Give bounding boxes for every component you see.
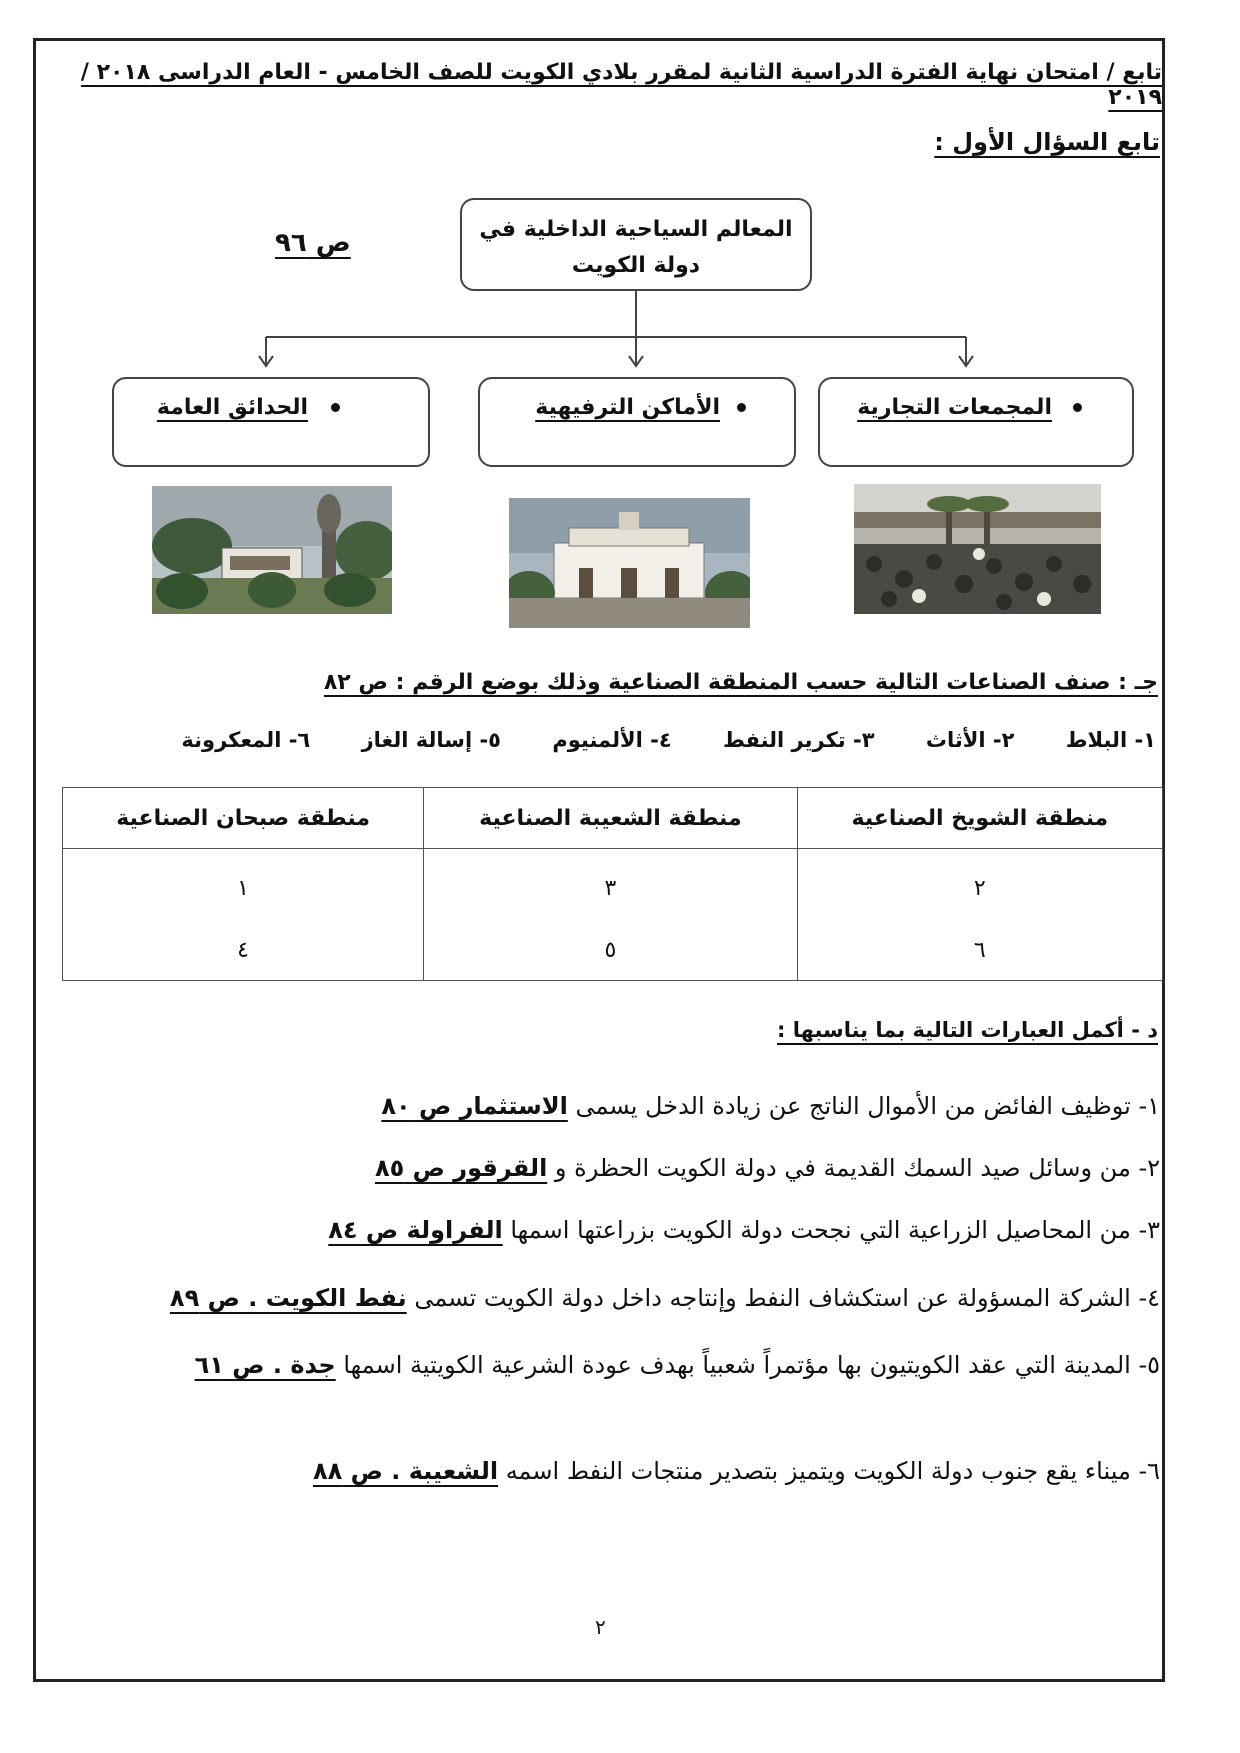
industry-item: ١- البلاط (1065, 728, 1156, 752)
industry-item: ٥- إسالة الغاز (361, 728, 501, 752)
diagram-main-line1: المعالم السياحية الداخلية في (479, 217, 793, 242)
table-header-cell: منطقة الشعيبة الصناعية (424, 788, 798, 849)
bullet-icon (331, 403, 340, 412)
statement-text: ٢- من وسائل صيد السمك القديمة في دولة الكويت الحظرة و (547, 1154, 1160, 1182)
category-box-parks (112, 377, 430, 467)
page-number: ٢ (595, 1615, 606, 1639)
diagram-main-line2: دولة الكويت (571, 253, 701, 278)
table-cell: ١ (63, 849, 424, 922)
statement-text: ٥- المدينة التي عقد الكويتيون بها مؤتمراً شعبياً بهدف عودة الشرعية الكويتية اسمها (335, 1351, 1160, 1379)
table-cell: ٤ (63, 922, 424, 981)
industrial-zones-table (62, 787, 1163, 981)
table-row (63, 849, 1163, 922)
category-label-entertainment: الأماكن الترفيهية (535, 395, 720, 420)
park-photo (152, 486, 392, 614)
category-box-entertainment (478, 377, 796, 467)
industry-item: ٤- الألمنيوم (552, 728, 672, 752)
industry-item: ٢- الأثاث (925, 728, 1015, 752)
industry-item: ٦- المعكرونة (181, 728, 311, 752)
table-header-cell: منطقة صبحان الصناعية (63, 788, 424, 849)
table-header-cell: منطقة الشويخ الصناعية (797, 788, 1162, 849)
table-cell: ٥ (424, 922, 798, 981)
bullet-icon (1073, 403, 1082, 412)
section-c-title: جـ : صنف الصناعات التالية حسب المنطقة الصناعية وذلك بوضع الرقم : ص ٨٢ (323, 670, 1158, 695)
statement-3 (100, 1212, 1160, 1248)
statement-answer: الاستثمار ص ٨٠ (381, 1092, 568, 1120)
table-header-row (63, 788, 1163, 849)
statement-4 (100, 1280, 1160, 1316)
question-subheader: تابع السؤال الأول : (934, 128, 1160, 156)
statement-5 (100, 1343, 1160, 1387)
exam-header: تابع / امتحان نهاية الفترة الدراسية الثانية لمقرر بلادي الكويت للصف الخامس - العام الدراسى ٢٠١٨ / ٢٠١٩ (80, 60, 1162, 110)
table-cell: ٣ (424, 849, 798, 922)
statement-answer: نفط الكويت . ص ٨٩ (169, 1284, 407, 1312)
bullet-icon (737, 403, 746, 412)
statement-answer: جدة . ص ٦١ (194, 1351, 336, 1379)
statement-text: ٣- من المحاصيل الزراعية التي نجحت دولة الكويت بزراعتها اسمها (502, 1216, 1160, 1244)
category-label-parks: الحدائق العامة (156, 395, 308, 420)
table-cell: ٦ (797, 922, 1162, 981)
statement-text: ٤- الشركة المسؤولة عن استكشاف النفط وإنتاجه داخل دولة الكويت تسمى (406, 1284, 1160, 1312)
table-row (63, 922, 1163, 981)
statement-text: ١- توظيف الفائض من الأموال الناتج عن زيادة الدخل يسمى (567, 1092, 1160, 1120)
category-box-malls (818, 377, 1134, 467)
industry-items (96, 728, 1156, 752)
diagram-connectors (0, 0, 1240, 400)
mall-photo (854, 484, 1101, 614)
section-d-title: د - أكمل العبارات التالية بما يناسبها : (777, 1018, 1158, 1042)
statement-answer: الفراولة ص ٨٤ (328, 1216, 503, 1244)
statement-2 (100, 1150, 1160, 1186)
category-label-malls: المجمعات التجارية (857, 395, 1052, 420)
statement-text: ٦- ميناء يقع جنوب دولة الكويت ويتميز بتصدير منتجات النفط اسمه (498, 1457, 1160, 1485)
page-reference: ص ٩٦ (275, 228, 351, 258)
statement-1 (100, 1088, 1160, 1124)
industry-item: ٣- تكرير النفط (722, 728, 875, 752)
entertainment-photo (509, 498, 750, 628)
statement-6 (100, 1453, 1160, 1489)
statement-answer: القرقور ص ٨٥ (374, 1154, 548, 1182)
table-cell: ٢ (797, 849, 1162, 922)
statement-answer: الشعيبة . ص ٨٨ (312, 1457, 499, 1485)
